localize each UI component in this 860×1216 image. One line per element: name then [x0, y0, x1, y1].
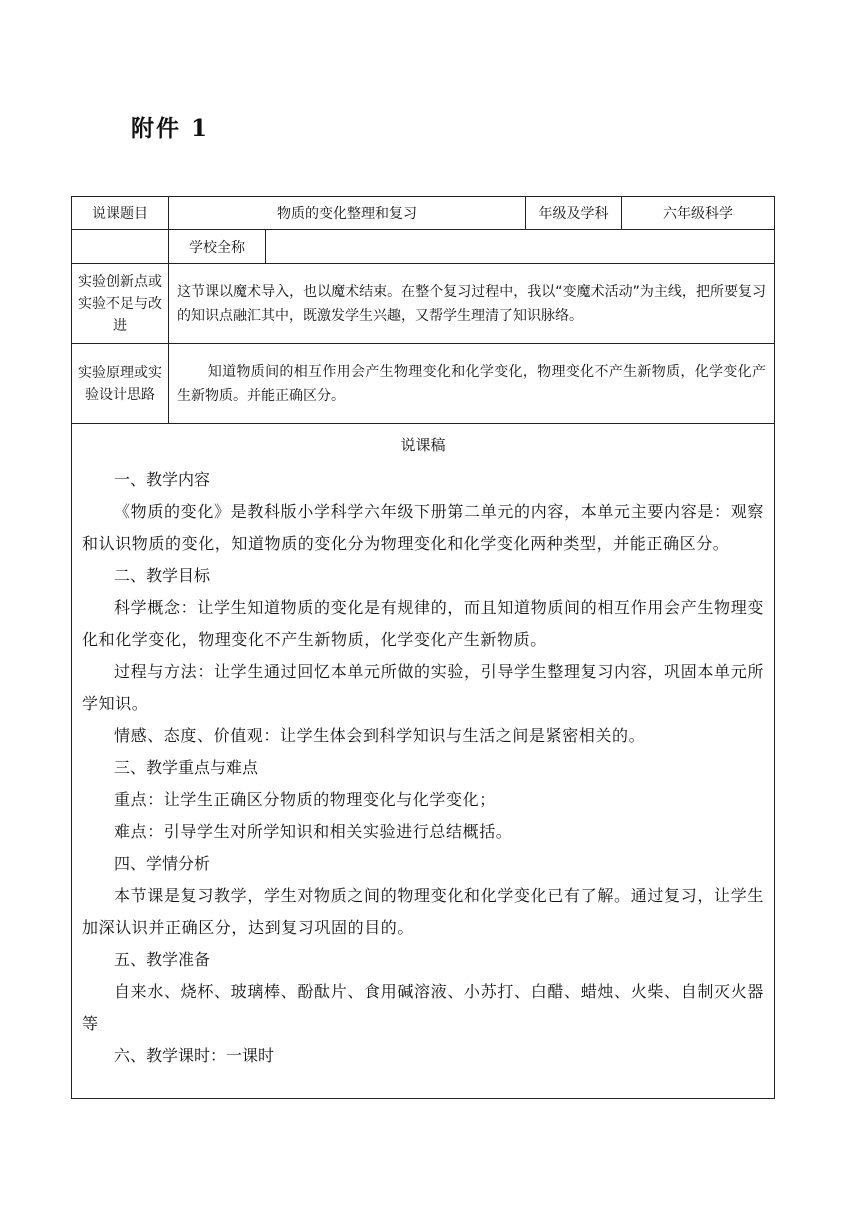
paragraph: 自来水、烧杯、玻璃棒、酚酞片、食用碱溶液、小苏打、白醋、蜡烛、火柴、自制灭火器等 [82, 982, 764, 1033]
section-heading: 五、教学准备 [114, 950, 211, 969]
paragraph: 本节课是复习教学，学生对物质之间的物理变化和化学变化已有了解。通过复习，让学生加深认识并正确区分，达到复习巩固的目的。 [82, 886, 764, 937]
paragraph: 过程与方法：让学生通过回忆本单元所做的实验，引导学生整理复习内容，巩固本单元所学知识。 [82, 662, 764, 713]
paragraph: 科学概念：让学生知道物质的变化是有规律的，而且知道物质间的相互作用会产生物理变化和化学变化，物理变化不产生新物质，化学变化产生新物质。 [82, 598, 764, 649]
grade-label: 年级及学科 [526, 197, 622, 230]
table-row [72, 264, 775, 344]
empty-cell [72, 230, 169, 264]
table-row [72, 344, 775, 424]
table-row [72, 230, 775, 264]
lecture-script-cell [72, 424, 775, 1099]
table-row [72, 197, 775, 230]
attachment-label: 附件 1 [131, 115, 210, 142]
school-value [266, 230, 774, 263]
lesson-info-table [71, 196, 775, 1099]
section-heading: 二、教学目标 [114, 566, 211, 585]
innovation-content: 这节课以魔术导入，也以魔术结束。在整个复习过程中，我以“变魔术活动”为主线，把所要复习的知识点融汇其中，既激发学生兴趣，又帮学生理清了知识脉络。 [169, 264, 775, 344]
innovation-label: 实验创新点或实验不足与改进 [72, 264, 169, 344]
section-heading: 一、教学内容 [114, 470, 211, 489]
paragraph: 重点：让学生正确区分物质的物理变化与化学变化； [114, 790, 496, 809]
section-heading: 四、学情分析 [114, 854, 211, 873]
topic-label: 说课题目 [72, 197, 169, 230]
topic-value: 物质的变化整理和复习 [169, 197, 526, 230]
section-heading: 三、教学重点与难点 [114, 758, 259, 777]
grade-value: 六年级科学 [622, 197, 775, 230]
school-label: 学校全称 [169, 230, 266, 263]
section-heading: 六、教学课时：一课时 [114, 1046, 275, 1065]
paragraph: 情感、态度、价值观：让学生体会到科学知识与生活之间是紧密相关的。 [114, 726, 646, 745]
paragraph: 《物质的变化》是教科版小学科学六年级下册第二单元的内容，本单元主要内容是：观察和认识物质的变化，知道物质的变化分为物理变化和化学变化两种类型，并能正确区分。 [82, 502, 764, 553]
script-title: 说课稿 [400, 436, 446, 454]
paragraph: 难点：引导学生对所学知识和相关实验进行总结概括。 [114, 822, 513, 841]
school-cell [169, 230, 775, 264]
table-row [72, 424, 775, 1099]
principle-label: 实验原理或实验设计思路 [72, 344, 169, 424]
principle-content: 知道物质间的相互作用会产生物理变化和化学变化，物理变化不产生新物质，化学变化产生新物质。并能正确区分。 [169, 344, 775, 424]
